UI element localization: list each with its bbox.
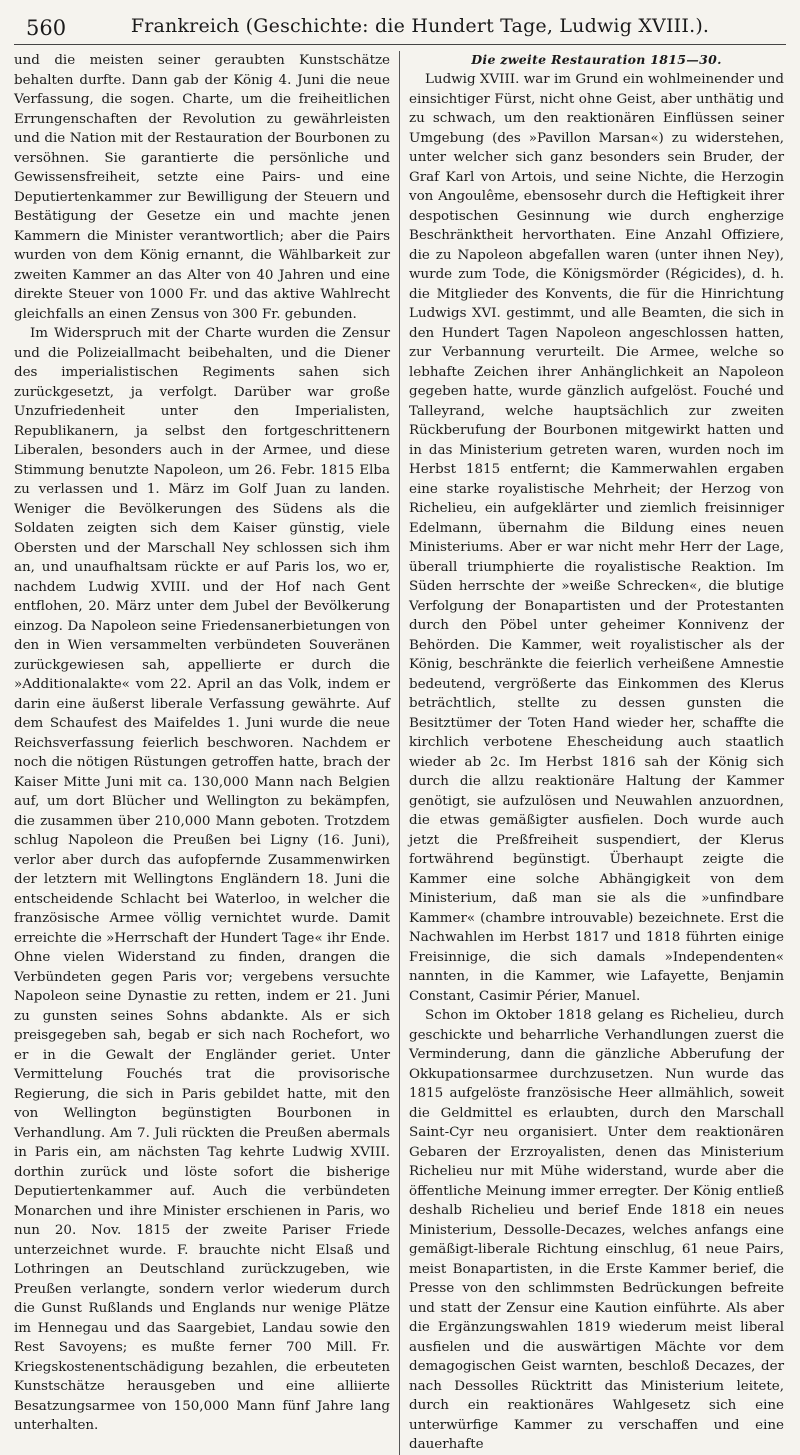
left-column: [14, 51, 399, 1455]
paragraph: Schon im Oktober 1818 gelang es Richelieu, durch geschickte und beharrliche Verhandlungen zuerst die Verminderung, dann die gänzliche Abberufung der Okkupationsarmee durchzusetzen. Nun wurde das 1815 aufgelöste französische Heer allmählich, soweit die Geldmittel es erlaubten, durch den Marschall Saint-Cyr neu organisiert. Unter dem reaktionären Gebaren der Erzroyalisten, denen das Ministerium Richelieu nur mit Mühe widerstand, wurde aber die öffentliche Meinung immer erregter. Der König entließ deshalb Richelieu und berief Ende 1818 ein neues Ministerium, Dessolle-Decazes, welches anfangs eine gemäßigt-liberale Richtung einschlug, 61 neue Pairs, meist Bonapartisten, in die Erste Kammer berief, die Presse von den schlimmsten Bedrückungen befreite und statt der Zensur eine Kaution einführte. Als aber die Ergänzungswahlen 1819 wiederum meist liberal ausfielen und die auswärtigen Mächte vor dem demagogischen Geist warnten, beschloß Decazes, der nach Dessolles Rücktritt das Ministerium leitete, durch ein reaktionäres Wahlgesetz sich eine unterwürfige Kammer zu verschaffen und eine dauerhafte: [409, 1008, 784, 1452]
section-heading: Die zweite Restauration 1815—30.: [471, 52, 722, 67]
two-column-body: [14, 51, 786, 1455]
page-number: 560: [26, 16, 67, 40]
header-title: Frankreich (Geschichte: die Hundert Tage, Ludwig XVIII.).: [130, 15, 710, 37]
paragraph: und die meisten seiner geraubten Kunstschätze behalten durfte. Dann gab der König 4. Juni die neue Verfassung, die sogen. Charte, um die freiheitlichen Errungenschaften der Revolution zu gewährleisten und die Nation mit der Restauration der Bourbonen zu versöhnen. Sie garantierte die persönliche und Gewissensfreiheit, setzte eine Pairs- und eine Deputiertenkammer zur Bewilligung der Steuern und Bestätigung der Gesetze ein und machte jenen Kammern die Minister verantwortlich; aber die Pairs wurden von dem König ernannt, die Wählbarkeit zur zweiten Kammer an das Alter von 40 Jahren und eine direkte Steuer von 1000 Fr. und das aktive Wahlrecht gleichfalls an einen Zensus von 300 Fr. gebunden.: [14, 53, 390, 322]
right-column: [399, 51, 784, 1455]
paragraph: Ludwig XVIII. war im Grund ein wohlmeinender und einsichtiger Fürst, nicht ohne Geist, aber unthätig und zu schwach, um den reaktionären Einflüssen seiner Umgebung (des »Pavillon Marsan«) zu widerstehen, unter welcher sich ganz besonders sein Bruder, der Graf Karl von Artois, und seine Nichte, die Herzogin von Angoulême, ebensosehr durch die Heftigkeit ihrer despotischen Gesinnung wie durch engherzige Beschränktheit hervorthaten. Eine Anzahl Offiziere, die zu Napoleon abgefallen waren (unter ihnen Ney), wurde zum Tode, die Königsmörder (Régicides), d. h. die Mitglieder des Konvents, die für die Hinrichtung Ludwigs XVI. gestimmt, und alle Beamten, die sich in den Hundert Tagen Napoleon angeschlossen hatten, zur Verbannung verurteilt. Die Armee, welche so lebhafte Zeichen ihrer Anhänglichkeit an Napoleon gegeben hatte, wurde gänzlich aufgelöst. Fouché und Talleyrand, welche hauptsächlich zur zweiten Rückberufung der Bourbonen mitgewirkt hatten und in das Ministerium getreten waren, wurden noch im Herbst 1815 entfernt; die Kammerwahlen ergaben eine starke royalistische Mehrheit; der Herzog von Richelieu, ein aufgeklärter und ziemlich freisinniger Edelmann, übernahm die Bildung eines neuen Ministeriums. Aber er war nicht mehr Herr der Lage, überall triumphierte die royalistische Reaktion. Im Süden herrschte der »weiße Schrecken«, die blutige Verfolgung der Bonapartisten und der Protestanten durch den Pöbel unter geheimer Konnivenz der Behörden. Die Kammer, weit royalistischer als der König, beschränkte die feierlich verheißene Amnestie bedeutend, vergrößerte das Einkommen des Klerus beträchtlich, stellte zu dessen gunsten die Besitztümer der Toten Hand wieder her, schaffte die kirchlich verbotene Ehescheidung auch staatlich wieder ab 2c. Im Herbst 1816 sah der König sich durch die allzu reaktionäre Haltung der Kammer genötigt, sie aufzulösen und Neuwahlen anzuordnen, die etwas gemäßigter ausfielen. Doch wurde auch jetzt die Preßfreiheit suspendiert, der Klerus fortwährend begünstigt. Überhaupt zeigte die Kammer eine solche Abhängigkeit von dem Ministerium, daß man sie als die »unfindbare Kammer« (chambre introuvable) bezeichnete. Erst die Nachwahlen im Herbst 1817 und 1818 führten einige Freisinnige, die sich damals »Independenten« nannten, in die Kammer, wie Lafayette, Benjamin Constant, Casimir Périer, Manuel.: [409, 72, 784, 1004]
paragraph: Im Widerspruch mit der Charte wurden die Zensur und die Polizeiallmacht beibehalten, und die Diener des imperialistischen Regiments sahen sich zurückgesetzt, ja verfolgt. Darüber war große Unzufriedenheit unter den Imperialisten, Republikanern, ja selbst den fortgeschrittenern Liberalen, besonders auch in der Armee, und diese Stimmung benutzte Napoleon, um 26. Febr. 1815 Elba zu verlassen und 1. März im Golf Juan zu landen. Weniger die Bevölkerungen des Südens als die Soldaten zeigten sich dem Kaiser günstig, viele Obersten und der Marschall Ney schlossen sich ihm an, und unaufhaltsam rückte er auf Paris los, wo er, nachdem Ludwig XVIII. und der Hof nach Gent entflohen, 20. März unter dem Jubel der Bevölkerung einzog. Da Napoleon seine Friedensanerbietungen von den in Wien versammelten verbündeten Souveränen zurückgewiesen sah, appellierte er durch die »Additionalakte« vom 22. April an das Volk, indem er darin eine äußerst liberale Verfassung gewährte. Auf dem Schaufest des Maifeldes 1. Juni wurde die neue Reichsverfassung feierlich beschworen. Nachdem er noch die nötigen Rüstungen getroffen hatte, brach der Kaiser Mitte Juni mit ca. 130,000 Mann nach Belgien auf, um dort Blücher und Wellington zu bekämpfen, die zusammen über 210,000 Mann geboten. Trotzdem schlug Napoleon die Preußen bei Ligny (16. Juni), verlor aber durch das aufopfernde Zusammenwirken der letztern mit Wellingtons Engländern 18. Juni die entscheidende Schlacht bei Waterloo, in welcher die französische Armee völlig vernichtet wurde. Damit erreichte die »Herrschaft der Hundert Tage« ihr Ende. Ohne vielen Widerstand zu finden, drangen die Verbündeten gegen Paris vor; vergebens versuchte Napoleon seine Dynastie zu retten, indem er 21. Juni zu gunsten seines Sohns abdankte. Als er sich preisgegeben sah, begab er sich nach Rochefort, wo er in die Gewalt der Engländer geriet. Unter Vermittelung Fouchés trat die provisorische Regierung, die sich in Paris gebildet hatte, mit den von Wellington begünstigten Bourbonen in Verhandlung. Am 7. Juli rückten die Preußen abermals in Paris ein, am nächsten Tag kehrte Ludwig XVIII. dorthin zurück und löste sofort die bisherige Deputiertenkammer auf. Auch die verbündeten Monarchen und ihre Minister erschienen in Paris, wo nun 20. Nov. 1815 der zweite Pariser Friede unterzeichnet wurde. F. brauchte nicht Elsaß und Lothringen an Deutschland zurückzugeben, wie Preußen verlangte, sondern verlor wiederum durch die Gunst Rußlands und Englands nur wenige Plätze im Hennegau und das Saargebiet, Landau sowie den Rest Savoyens; es mußte ferner 700 Mill. Fr. Kriegskostenentschädigung bezahlen, die erbeuteten Kunstschätze herausgeben und eine alliierte Besatzungsarmee von 150,000 Mann fünf Jahre lang unterhalten.: [14, 326, 390, 1433]
running-header: [14, 8, 786, 45]
